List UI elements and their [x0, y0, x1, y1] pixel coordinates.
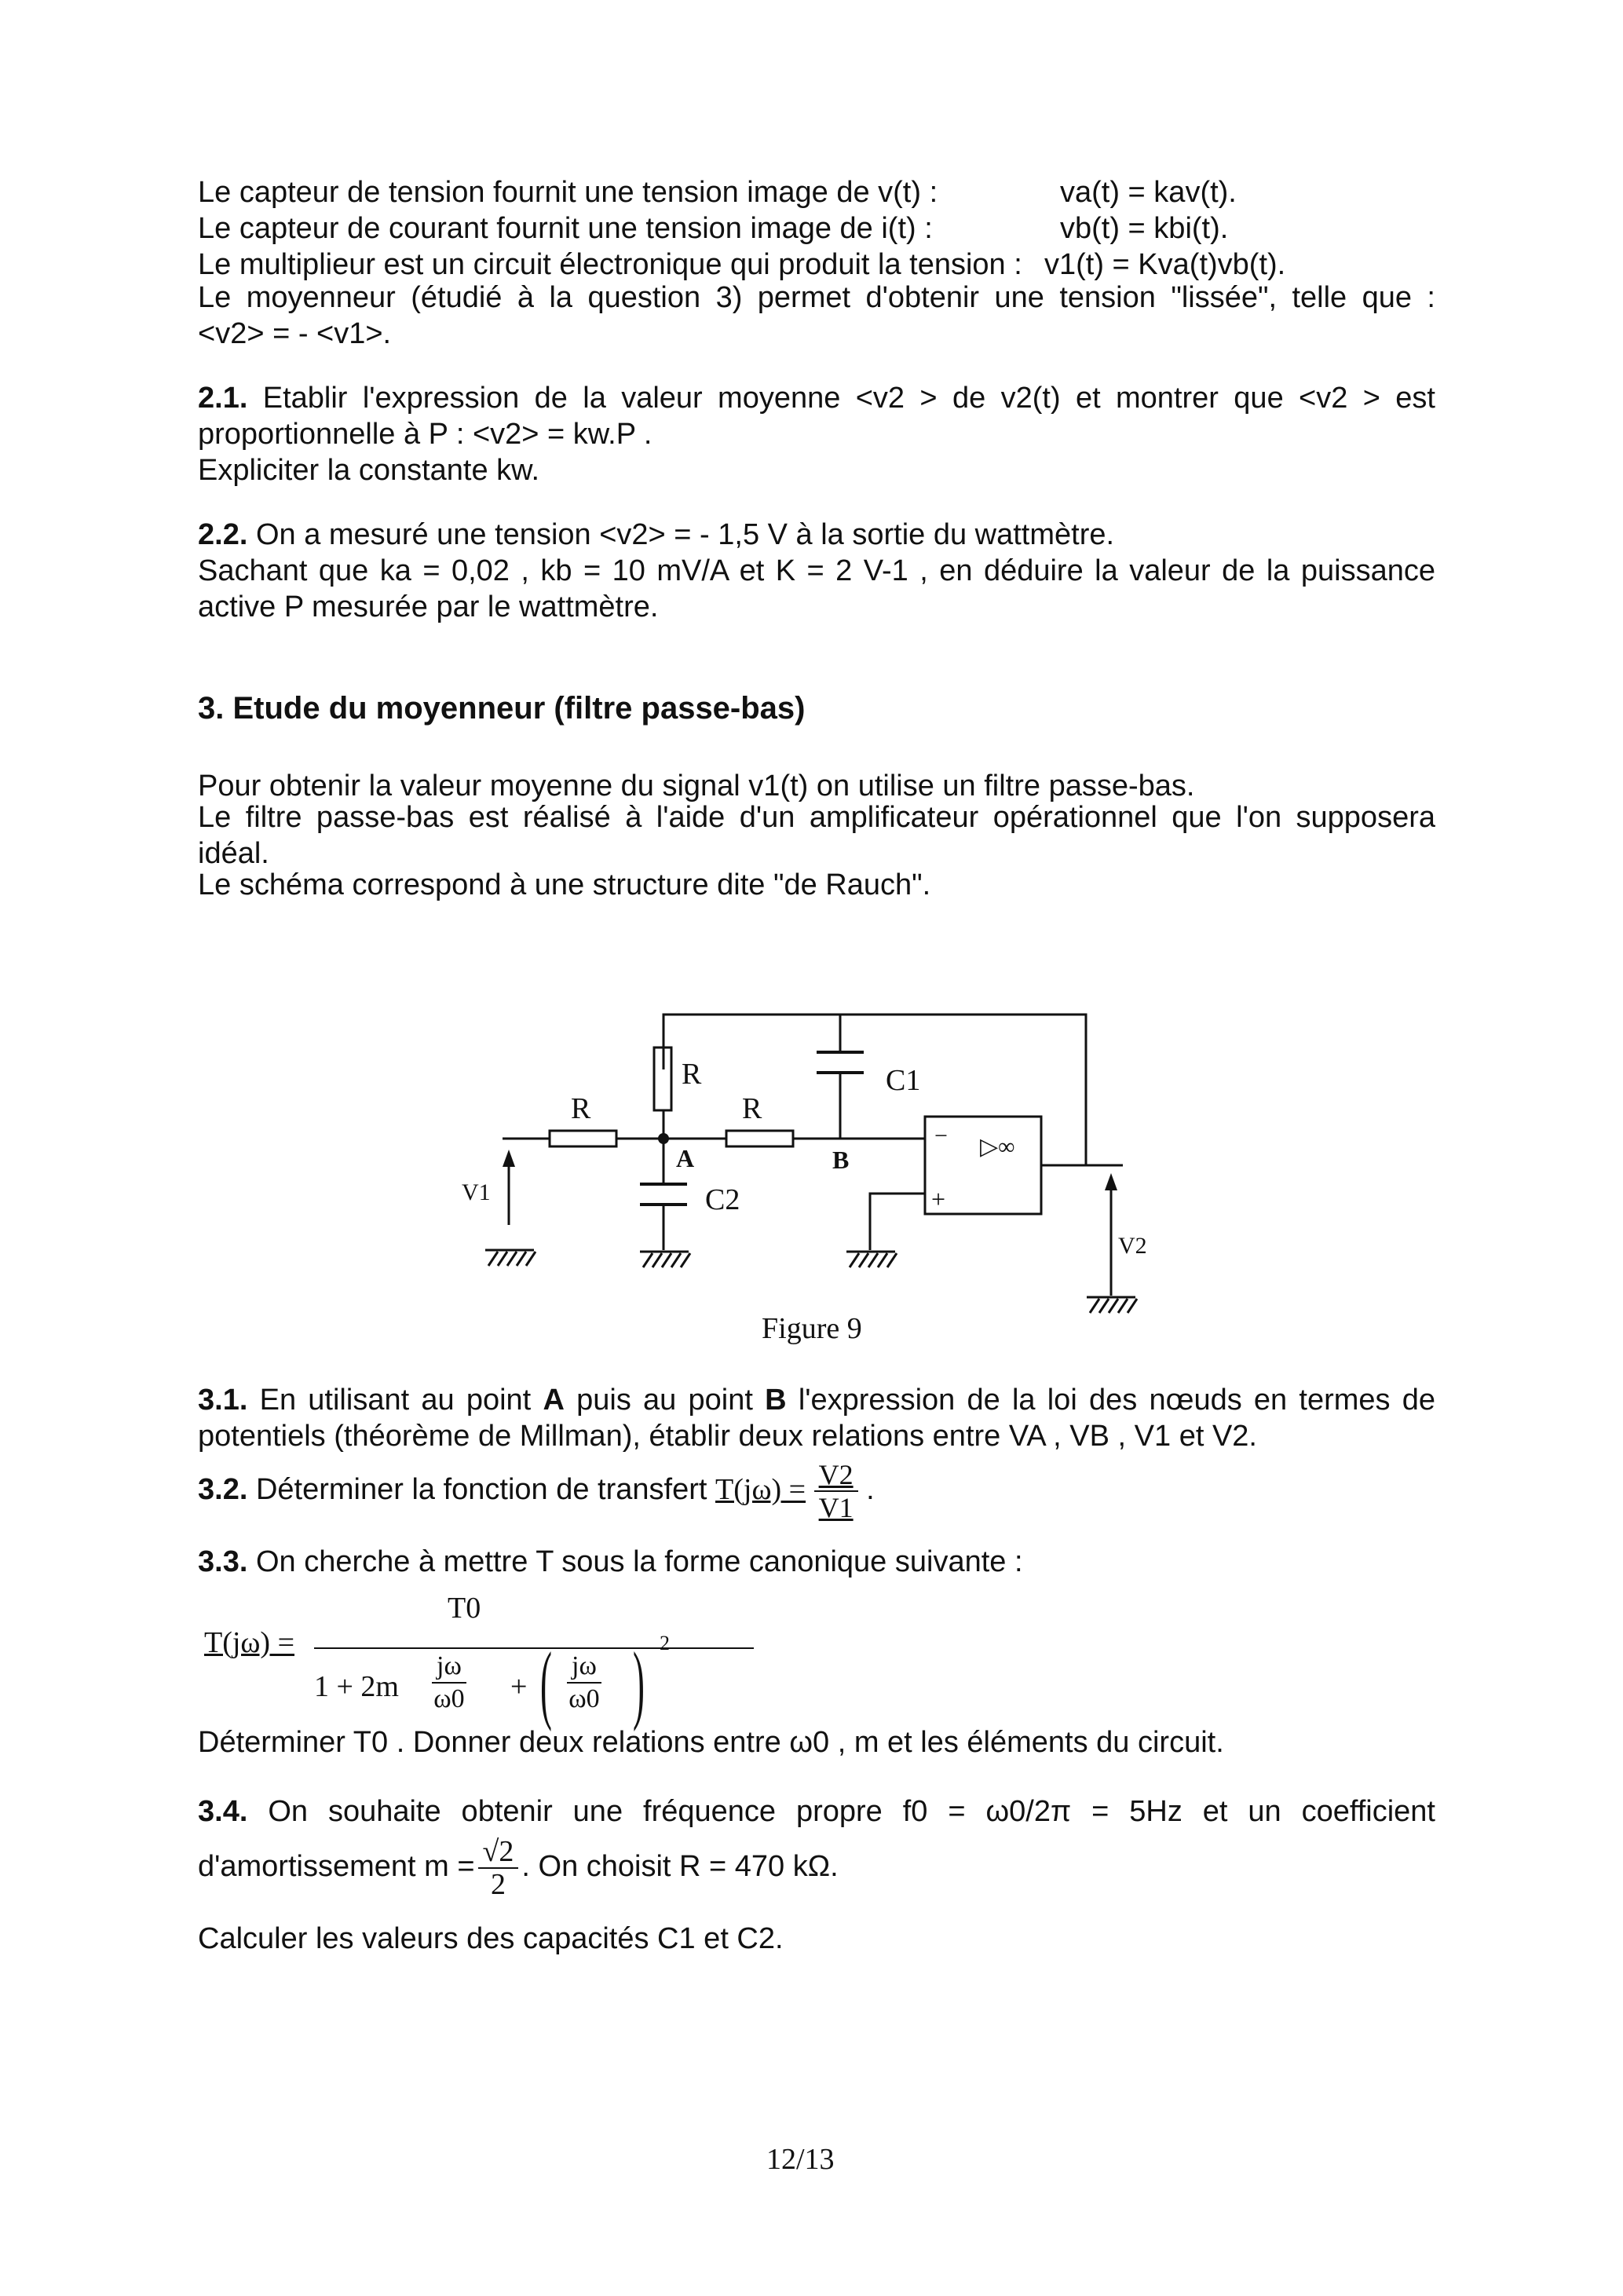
canonical-frac-1 [432, 1651, 466, 1715]
section-3-paragraph-2b: idéal. [198, 837, 269, 870]
question-2-1-text: Etablir l'expression de la valeur moyenne <v2 > de v2(t) et montrer que <v2 > est [262, 382, 1435, 415]
question-3-1-text-c: puis au point [576, 1384, 753, 1417]
fraction-denominator-v1: V1 [818, 1491, 854, 1523]
question-3-1-number: 3.1. [198, 1384, 248, 1417]
canonical-frac-2-num: jω [567, 1651, 601, 1684]
question-2-2-line-3: active P mesurée par le wattmètre. [198, 590, 659, 623]
intro-line-2 [198, 210, 933, 247]
canonical-paren-open: ( [540, 1635, 552, 1732]
canonical-frac-1-num: jω [432, 1651, 466, 1684]
question-2-1-line-1 [198, 380, 1435, 416]
question-3-1-point-a: A [543, 1384, 565, 1417]
intro-line-5: <v2> = - <v1>. [198, 317, 392, 350]
intro-line-3 [198, 247, 1022, 283]
intro-line-3-eq: v1(t) = Kva(t)vb(t). [1044, 248, 1286, 281]
question-2-2-text: On a mesuré une tension <v2> = - 1,5 V à la sortie du wattmètre. [255, 518, 1115, 551]
question-2-1-line-2: proportionnelle à P : <v2> = kw.P . [198, 418, 652, 451]
question-3-1-text-e: l'expression de la loi des nœuds en termes de [798, 1384, 1436, 1417]
damping-fraction-den: 2 [490, 1867, 506, 1901]
question-3-3-number: 3.3. [198, 1545, 248, 1578]
question-3-2-text: Déterminer la fonction de transfert [255, 1473, 707, 1506]
label-c2: C2 [705, 1183, 740, 1216]
label-v2: V2 [1118, 1233, 1147, 1259]
intro-line-2-text: Le capteur de courant fournit une tension image de i(t) : [198, 212, 933, 245]
label-node-a: A [676, 1144, 695, 1172]
question-3-1-text-a: En utilisant au point [259, 1384, 532, 1417]
canonical-frac-2-den: ω0 [568, 1684, 600, 1713]
damping-fraction [478, 1836, 519, 1900]
section-3-paragraph-1: Pour obtenir la valeur moyenne du signal v1(t) on utilise un filtre passe-bas. [198, 770, 1195, 803]
question-3-1-point-b: B [765, 1384, 787, 1417]
question-3-3-line-1 [198, 1544, 1023, 1580]
label-opamp-plus: + [931, 1185, 946, 1213]
section-3-paragraph-2a: Le filtre passe-bas est réalisé à l'aide d'un amplificateur opérationnel que l'on supposera [198, 801, 1435, 834]
intro-line-4: Le moyenneur (étudié à la question 3) permet d'obtenir une tension "lissée", telle que : [198, 281, 1435, 314]
question-2-1-number: 2.1. [198, 382, 248, 415]
label-c1: C1 [886, 1064, 921, 1097]
figure-caption: Figure 9 [762, 1312, 862, 1345]
node-a-dot [658, 1133, 669, 1144]
question-2-2-line-2: Sachant que ka = 0,02 , kb = 10 mV/A et K = 2 V-1 , en déduire la valeur de la puissance [198, 554, 1435, 587]
label-r-mid: R [742, 1092, 762, 1125]
label-opamp: ▷∞ [980, 1134, 1015, 1160]
v1-arrow-icon [503, 1150, 515, 1167]
label-opamp-minus: − [934, 1123, 948, 1149]
ground-v1-icon [485, 1250, 536, 1266]
question-3-4-text-b: . On choisit R = 470 kΩ. [521, 1850, 839, 1883]
ground-plus-icon [846, 1252, 897, 1267]
question-2-2-line-1 [198, 517, 1114, 553]
label-v1: V1 [462, 1179, 491, 1205]
question-3-1-line-1 [198, 1382, 1435, 1418]
question-3-3-text: On cherche à mettre T sous la forme canonique suivante : [255, 1545, 1023, 1578]
canonical-plus: + [510, 1670, 528, 1703]
question-3-4-text-a: d'amortissement m = [198, 1850, 475, 1883]
intro-line-2-eq: vb(t) = kbi(t). [1060, 212, 1229, 245]
question-3-4-line-2 [198, 1831, 839, 1902]
resistor-r-left [550, 1131, 616, 1146]
ground-v2-icon [1087, 1297, 1137, 1313]
canonical-lhs: T(jω) = [204, 1626, 295, 1659]
question-3-1-line-2: potentiels (théorème de Millman), établir deux relations entre VA , VB , V1 et V2. [198, 1420, 1257, 1453]
page-number: 12/13 [766, 2143, 835, 2176]
question-3-4-line-1 [198, 1793, 1435, 1830]
question-3-2-number: 3.2. [198, 1473, 248, 1506]
question-3-4-line-3: Calculer les valeurs des capacités C1 et C2. [198, 1922, 784, 1955]
canonical-den-term: 1 + 2m [314, 1670, 399, 1703]
transfer-function-fraction [814, 1459, 858, 1523]
question-3-3-line-2: Déterminer T0 . Donner deux relations entre ω0 , m et les éléments du circuit. [198, 1726, 1224, 1759]
question-3-4-number: 3.4. [198, 1795, 248, 1828]
ground-c2-icon [640, 1252, 690, 1267]
v2-arrow-icon [1105, 1173, 1117, 1190]
canonical-frac-2 [567, 1651, 601, 1715]
canonical-paren-close: ) [633, 1635, 645, 1732]
canonical-frac-1-den: ω0 [433, 1684, 465, 1713]
question-3-4-text: On souhaite obtenir une fréquence propre f0 = ω0/2π = 5Hz et un coefficient [268, 1795, 1435, 1828]
label-node-b: B [832, 1146, 850, 1174]
intro-line-1-eq: va(t) = kav(t). [1060, 176, 1237, 209]
question-2-1-line-3: Expliciter la constante kw. [198, 454, 540, 487]
damping-fraction-num: √2 [478, 1836, 519, 1869]
transfer-function-lhs: T(jω) = [715, 1473, 806, 1506]
label-r-left: R [571, 1092, 591, 1125]
question-3-2: 3.2. Déterminer la fonction de transfert T(jω) = $\frac{V2}{V1}$ . [198, 1458, 875, 1523]
question-2-2-number: 2.2. [198, 518, 248, 551]
resistor-r-mid [726, 1131, 793, 1146]
canonical-numerator: T0 [448, 1592, 481, 1625]
intro-line-1-text: Le capteur de tension fournit une tension image de v(t) : [198, 176, 938, 209]
section-3-heading: 3. Etude du moyenneur (filtre passe-bas) [198, 691, 806, 726]
fraction-numerator-v2: V2 [814, 1459, 858, 1492]
intro-line-3-text: Le multiplieur est un circuit électronique qui produit la tension : [198, 248, 1022, 281]
intro-line-1 [198, 174, 938, 210]
canonical-exponent: 2 [660, 1632, 670, 1654]
canonical-fraction-bar [314, 1647, 754, 1649]
section-3-paragraph-3: Le schéma correspond à une structure dite "de Rauch". [198, 868, 931, 901]
label-r-top: R [682, 1058, 702, 1091]
